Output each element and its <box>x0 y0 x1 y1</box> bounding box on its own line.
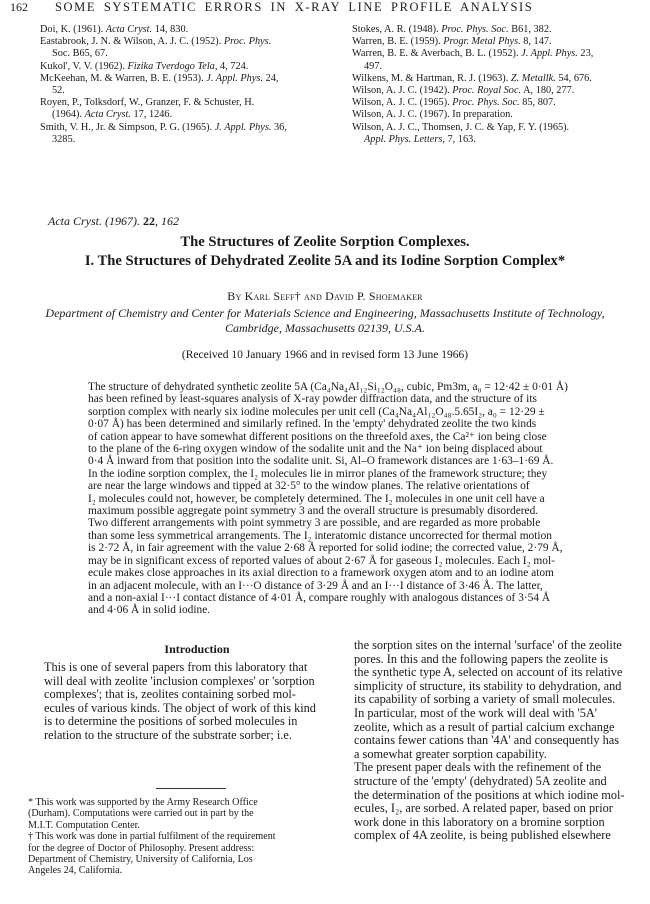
body-line: the determination of the positions at which iodine mol- <box>354 787 625 802</box>
reference-entry <box>40 73 340 85</box>
reference-authors: Royen, P., Tolksdorf, W., Granzer, F. & Schuster, H. <box>40 97 255 109</box>
abstract-line: 0·4 Å inward from that position into the sodalite unit. Si, Al–O framework distances are 1·63–1·69 Å. <box>88 455 554 468</box>
reference-entry <box>40 48 340 60</box>
running-head <box>0 0 650 14</box>
abstract-line: may be in significant excess of reported values of about 2·67 Å for gaseous I₂ molecules. Each I₂ mol- <box>88 554 555 567</box>
reference-entry <box>40 85 340 97</box>
footnotes <box>28 797 348 877</box>
reference-entry <box>40 109 340 121</box>
reference-volume: 7, 163. <box>444 133 476 145</box>
reference-entry <box>352 134 646 146</box>
abstract-line: The structure of dehydrated synthetic zeolite 5A (Ca₄Na₄Al₁₂Si₁₂O₄₈, cubic, Pm3m, a₀ = 12·42 ± 0·01 Å) <box>88 381 568 393</box>
reference-authors: Smith, V. H., Jr. & Simpson, P. G. (1965). <box>40 121 215 133</box>
abstract-line: has been refined by least-squares analysis of X-ray powder diffraction data, and the structure of its <box>88 393 537 406</box>
reference-authors: (1964). <box>52 109 85 121</box>
reference-entry <box>352 122 646 134</box>
body-line: complex of 4A zeolite, is being published elsewhere <box>354 828 611 843</box>
reference-volume: B61, 382. <box>508 24 552 35</box>
body-line: is to determine the positions of sorbed molecules in <box>44 714 298 729</box>
received-dates: (Received 10 January 1966 and in revised form 13 June 1966) <box>181 349 469 361</box>
reference-volume: 24, <box>262 72 279 84</box>
reference-journal: J. Appl. Phys. <box>214 121 272 133</box>
footnote-line: for the degree of Doctor of Philosophy. Present address: <box>28 842 255 854</box>
reference-authors: McKeehan, M. & Warren, B. E. (1953). <box>40 72 207 84</box>
references-right-column <box>352 24 646 146</box>
abstract-line: I₂ molecules could not, however, be completely determined. The I₂ molecules in one unit cell have a <box>88 492 545 505</box>
abstract-line: of cation appear to have somewhat different positions on the threefold axes, the Ca²⁺ ion being close <box>88 430 547 443</box>
footnote-line: (Durham). Computations were carried out in part by the <box>28 808 254 820</box>
reference-entry <box>352 48 646 60</box>
reference-entry <box>352 109 646 121</box>
body-line: a somewhat greater sorption capability. <box>354 746 547 761</box>
abstract-line: ecule makes close approaches in its axial direction to a framework oxygen atom and to an iodine atom <box>88 567 554 580</box>
body-line: zeolite, which as a result of partial calcium exchange <box>354 719 615 734</box>
abstract-line: to the plane of the 6-ring oxygen window of the sodalite unit and the Na⁺ ion being displaced about <box>88 443 543 456</box>
body-line: its capability of sorbing a variety of small molecules. <box>354 692 616 707</box>
reference-entry <box>40 97 340 109</box>
reference-entry <box>352 73 646 85</box>
body-line: complexes'; that is, zeolites containing sorbed mol- <box>44 687 296 702</box>
reference-volume: 85, 807. <box>519 97 556 109</box>
reference-journal: Z. Metallk. <box>510 72 556 84</box>
reference-entry <box>352 97 646 109</box>
reference-authors: Wilson, A. J. C., Thomsen, J. C. & Yap, F. Y. (1965). <box>352 121 570 133</box>
reference-journal: J. Appl. Phys. <box>521 48 578 60</box>
reference-entry <box>352 85 646 97</box>
journal-citation <box>48 214 179 229</box>
reference-entry <box>40 134 340 146</box>
reference-authors: Doi, K. (1961). <box>40 24 106 35</box>
reference-volume: 54, 676. <box>555 72 592 84</box>
reference-authors: 52. <box>52 85 65 97</box>
reference-entry <box>352 61 646 73</box>
abstract-line: are near the large windows and tipped at 32·5° to the window planes. The relative orientations of <box>88 480 530 493</box>
reference-journal: J. Appl. Phys. <box>206 72 263 84</box>
reference-authors: Soc. B65, 67. <box>52 48 108 60</box>
abstract-line: maximum possible aggregate point symmetry 3 and the overall structure is presumably disordered. <box>88 505 539 518</box>
reference-authors: Appl. Phys. Letters, <box>364 133 445 145</box>
body-line: The present paper deals with the refinement of the <box>354 760 602 775</box>
reference-journal: Acta Cryst. <box>84 109 131 121</box>
footnote-line: † This work was done in partial fulfilment of the requirement <box>28 831 276 843</box>
affiliation-line: Cambridge, Massachusetts 02139, U.S.A. <box>225 321 425 335</box>
reference-journal: Proc. Phys. <box>223 36 272 48</box>
reference-authors: Warren, B. E. & Averbach, B. L. (1952). <box>352 48 522 60</box>
footnote-line: Angeles 24, California. <box>28 865 123 877</box>
reference-journal: Acta Cryst. <box>105 24 153 35</box>
reference-entry <box>40 24 340 36</box>
reference-volume: 14, 830. <box>152 24 189 35</box>
reference-journal: Proc. Phys. Soc. <box>452 97 520 109</box>
reference-entry <box>40 61 340 73</box>
journal-volume: 22 <box>143 214 155 228</box>
running-title: SOME SYSTEMATIC ERRORS IN X-RAY LINE PROFILE ANALYSIS <box>55 0 534 14</box>
abstract-line: than some less symmetrical arrangements. The I₂ interatomic distance uncorrected for thermal motion <box>88 529 552 542</box>
reference-authors: Warren, B. E. (1959). <box>352 36 444 48</box>
body-line: work done in this laboratory on a bromine sorption <box>354 814 605 829</box>
abstract <box>88 381 618 617</box>
body-line: structure of the 'empty' (dehydrated) 5A zeolite and <box>354 773 607 788</box>
abstract-line: is 2·72 Å, in fair agreement with the value 2·68 Å reported for solid iodine; the corrected value, 2·79 Å, <box>88 542 563 555</box>
abstract-line: in an adjacent molecule, with an I···O distance of 3·29 Å and an I···I distance of 3·46 Å. The latter, <box>88 579 543 592</box>
footnote-line: * This work was supported by the Army Research Office <box>28 797 258 808</box>
body-text-right-column <box>354 639 648 843</box>
footnote-rule <box>156 788 226 789</box>
introduction-heading: Introduction <box>164 642 230 656</box>
journal-page: , 162 <box>155 214 179 228</box>
abstract-line: 0·07 Å) has been determined and similarly refined. In the 'empty' dehydrated zeolite the two kinds <box>88 418 537 431</box>
reference-authors: 3285. <box>52 133 76 145</box>
footnote-line: M.I.T. Computation Center. <box>28 819 140 831</box>
body-text-left-column <box>44 661 344 743</box>
body-line: the sorption sites on the internal 'surface' of the zeolite <box>354 638 622 652</box>
reference-authors: Wilson, A. J. C. (1965). <box>352 97 453 109</box>
abstract-line: In the iodine sorption complex, the I₂ molecules lie in mirror planes of the framework structure; they <box>88 467 548 480</box>
body-line: contains fewer cations than '4A' and consequently has <box>354 733 619 748</box>
reference-authors: Stokes, A. R. (1948). <box>352 24 442 35</box>
reference-authors: Wilkens, M. & Hartman, R. J. (1963). <box>352 72 511 84</box>
body-line: the synthetic type A, selected on account of its relative <box>354 665 623 680</box>
body-line: In particular, most of the work will deal with '5A' <box>354 705 597 720</box>
affiliation <box>0 306 650 336</box>
reference-authors: Eastabrook, J. N. & Wilson, A. J. C. (1952). <box>40 36 224 48</box>
reference-entry <box>352 36 646 48</box>
article-title-line-1: The Structures of Zeolite Sorption Complexes. <box>180 234 470 250</box>
reference-volume: A, 180, 277. <box>521 85 575 97</box>
reference-entry <box>40 122 340 134</box>
journal-year: (1967). <box>102 214 143 228</box>
reference-volume: 8, 147. <box>520 36 552 48</box>
body-line: ecules of various kinds. The object of work of this kind <box>44 700 316 715</box>
body-line: ecules, I₂, are sorbed. A related paper, based on prior <box>354 801 613 816</box>
abstract-line: and 4·06 Å in solid iodine. <box>88 604 211 617</box>
reference-volume: 17, 1246. <box>130 109 173 121</box>
reference-journal: Progr. Metal Phys. <box>443 36 521 48</box>
affiliation-line: Department of Chemistry and Center for Materials Science and Engineering, Massachusetts Institute of Technology, <box>45 306 605 320</box>
abstract-line: sorption complex with nearly six iodine molecules per unit cell (Ca₄Na₄Al₁₂O₄₈.5.65I₂, a₀ = 12·29 ± <box>88 405 545 418</box>
abstract-line: Two different arrangements with point symmetry 3 are possible, and are regarded as more probable <box>88 517 541 530</box>
reference-entry <box>352 24 646 36</box>
abstract-line: and a non-axial I···I contact distance of 4·01 Å, compare roughly with analogous distances of 3·54 Å <box>88 591 551 604</box>
reference-authors: Wilson, A. J. C. (1967). In preparation. <box>352 109 513 121</box>
reference-authors: 497. <box>364 60 383 72</box>
reference-journal: Fizika Tverdogo Tela, <box>127 60 218 72</box>
footnote-line: Department of Chemistry, University of California, Los <box>28 854 253 866</box>
page-number: 162 <box>10 0 28 14</box>
body-line: will deal with zeolite 'inclusion complexes' or 'sorption <box>44 673 315 688</box>
reference-volume: 36, <box>271 121 287 133</box>
reference-volume: 4, 724. <box>217 60 249 72</box>
authors: By Karl Seff† and David P. Shoemaker <box>227 289 423 303</box>
reference-authors: Kukol', V. V. (1962). <box>40 60 128 72</box>
references-left-column <box>40 24 340 146</box>
reference-authors: Wilson, A. J. C. (1942). <box>352 85 453 97</box>
body-line: relation to the structure of the substrate sorber; i.e. <box>44 727 292 742</box>
body-line: simplicity of structure, its stability to dehydration, and <box>354 678 622 693</box>
body-line: This is one of several papers from this laboratory that <box>44 660 308 674</box>
reference-volume: 23, <box>577 48 594 60</box>
reference-entry <box>40 36 340 48</box>
body-line: pores. In this and the following papers the zeolite is <box>354 651 609 666</box>
article-title-line-2: I. The Structures of Dehydrated Zeolite 5A and its Iodine Sorption Complex* <box>84 253 566 269</box>
reference-journal: Proc. Phys. Soc. <box>441 24 509 35</box>
journal-name: Acta Cryst. <box>48 214 102 228</box>
reference-journal: Proc. Royal Soc. <box>452 85 522 97</box>
